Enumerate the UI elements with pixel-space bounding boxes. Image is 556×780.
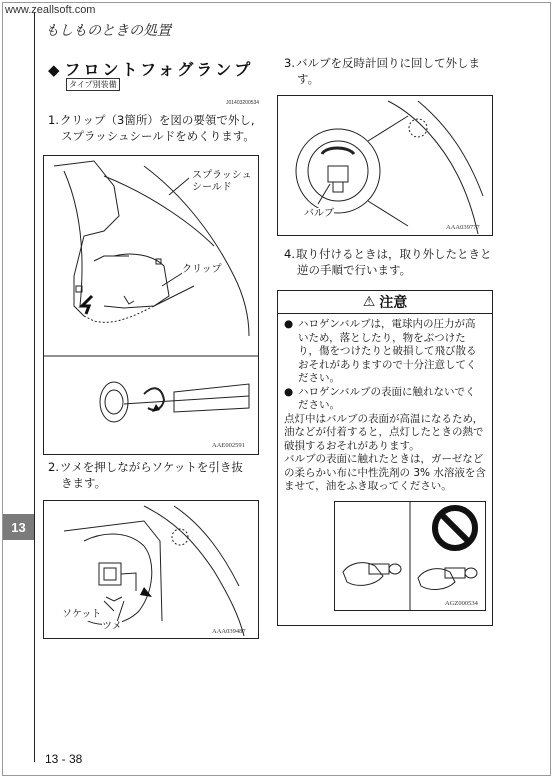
label-socket: ソケット [62,609,102,620]
figure-splash-shield [43,155,259,455]
caution-paragraph-heat: 点灯中はバルブの表面が高温になるため，油などが付着すると，点灯したときの熱で破損するおそれがあります。 [284,412,484,452]
section-title: もしものときの処置 [45,23,171,39]
step-text-line2: 逆の手順で行います。 [297,263,412,277]
label-bulb: バルブ [304,208,334,219]
step-text-line2: す。 [297,72,320,86]
bullet-icon: ● [284,385,294,398]
figure-code: AAA039487 [212,628,246,635]
step-number: 3. [284,56,295,70]
step-text-line1: バルブを反時計回りに回して外しま [296,56,480,70]
caution-bullet-2 [284,386,486,413]
step-text-line1: クリップ（3箇所）を図の要領で外し, [60,113,255,127]
label-splash-shield: スプラッシュ シールド [192,170,252,193]
figure-bulb [277,95,493,236]
chapter-tab: 13 [3,514,34,540]
step-text-line1: ツメを押しながらソケットを引き抜 [60,460,243,474]
figure-code: AAA039777 [446,224,480,231]
label-claw: ツメ [102,621,122,632]
label-clip: クリップ [182,264,222,275]
caution-header [278,291,492,314]
section-heading [48,57,253,80]
step-number: 1. [48,113,59,127]
caution-title: 注意 [379,295,408,311]
figure-code: AGZ000534 [445,600,478,607]
caution-text: ハロゲンバルブの表面に触れないでください。 [298,385,476,411]
step-2 [48,459,270,491]
step-number: 2. [48,460,59,474]
heading-title: フロントフォグランプ [64,60,254,79]
step-3 [284,55,498,87]
caution-paragraph-cleaning: バルブの表面に触れたときは，ガーゼなどの柔らかい布に中性洗剤の 3% 水溶液を含ませて，油をふき取ってください。 [284,453,486,492]
page-number: 13 - 38 [45,752,83,766]
caution-body [278,314,492,494]
caution-bullet-1 [284,318,486,386]
step-number: 4. [284,247,295,261]
step-text-line1: 取り付けるときは，取り外したときと [296,247,492,261]
step-text-line2: スプラッシュシールドをめくります。 [61,129,255,143]
figure-socket [43,500,259,639]
heading-code: J01403200534 [226,100,260,106]
caution-illustration [334,501,486,611]
splash-shield-illustration [44,156,258,454]
caution-box [277,290,493,626]
step-1 [48,112,270,144]
type-badge: タイプ別装備 [66,78,120,91]
figure-code: AAE002591 [212,442,245,449]
caution-text: ハロゲンバルブは，電球内の圧力が高いため，落としたり，物をぶつけたり，傷をつけたりと破損して飛び散るおそれがありますので十分注意してください。 [298,318,477,384]
warning-triangle-icon: ⚠ [362,294,376,310]
watermark: www.zeallsoft.com [5,4,96,16]
bulb-handling-illustration [335,502,485,610]
bullet-icon: ● [284,318,294,330]
left-margin-rule [34,12,35,762]
diamond-icon: ◆ [48,61,63,79]
step-4 [284,246,498,278]
step-text-line2: きます。 [61,476,107,490]
